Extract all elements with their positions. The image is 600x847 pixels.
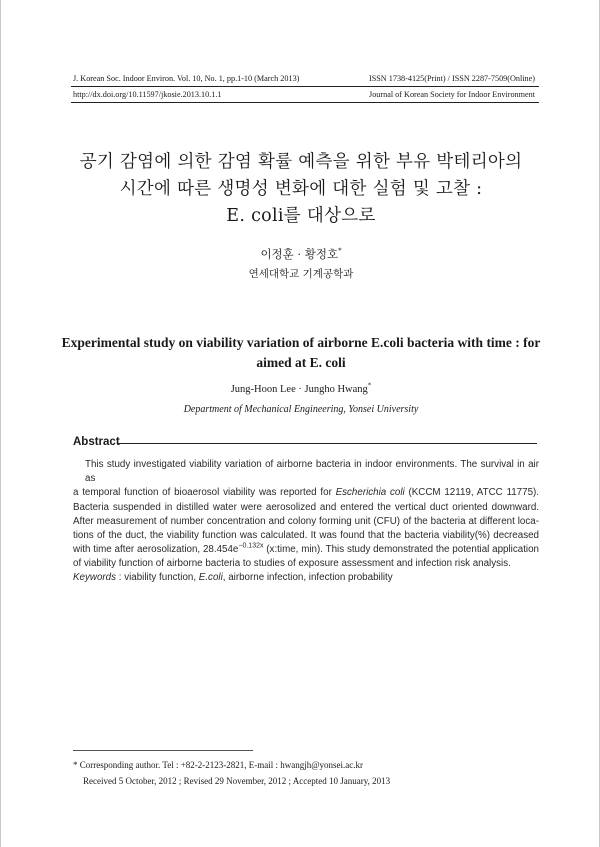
- abstract-line-2: [73, 486, 539, 500]
- korean-title-line-3: E. coli를 대상으로: [226, 206, 376, 226]
- journal-citation: J. Korean Soc. Indoor Environ. Vol. 10, No. 1, pp.1-10 (March 2013): [73, 74, 300, 83]
- keyword-1: viability function,: [124, 572, 199, 583]
- korean-title-line-1: 공기 감염에 의한 감염 확률 예측을 위한 부유 박테리아의: [79, 152, 523, 172]
- abstract-line-4: After measurement of number concentration and colony forming unit (CFU) of the bacteria at different loca-: [73, 515, 539, 527]
- english-affiliation: Department of Mechanical Engineering, Yonsei University: [183, 404, 419, 415]
- abstract-line-1: This study investigated viability variation of airborne bacteria in indoor environments. The survival in air as: [85, 459, 539, 485]
- footnote-rule: [73, 750, 253, 751]
- english-title-line-2: aimed at E. coli: [256, 355, 346, 370]
- keywords-sep: :: [116, 572, 125, 583]
- equation-exponent: −0.132x: [238, 542, 264, 550]
- header-rule-2: [71, 102, 539, 103]
- abstract-line-7: of viability function of airborne bacteria to studies of exposure assessment and infection risk analysis.: [73, 558, 511, 570]
- header-rule: [71, 86, 539, 87]
- abstract-heading: Abstract: [73, 436, 120, 448]
- abstract-line-2-end: (KCCM 12119, ATCC 11775).: [404, 487, 540, 499]
- keyword-2: E.coli: [198, 572, 223, 583]
- abstract-rule: [117, 443, 537, 444]
- english-author-names: Jung-Hoon Lee · Jungho Hwang: [230, 384, 368, 395]
- issn: ISSN 1738-4125(Print) / ISSN 2287-7509(Online): [368, 74, 535, 83]
- abstract-line-3: Bacteria suspended in distilled water were aerosolized and entered the vertical duct oriented downward.: [73, 501, 539, 513]
- korean-affiliation: 연세대학교 기계공학과: [248, 268, 354, 280]
- abstract-body: [73, 458, 539, 572]
- species-name: Escherichia coli: [335, 487, 405, 499]
- keyword-rest: , airborne infection, infection probability: [222, 572, 393, 583]
- doi-link[interactable]: http://dx.doi.org/10.11597/jkosie.2013.10.1.1: [73, 90, 222, 99]
- abstract-line-6: [73, 543, 539, 557]
- footnote-corresponding: * Corresponding author. Tel : +82-2-2123-2821, E-mail : hwangjh@yonsei.ac.kr: [73, 760, 364, 770]
- footnote-dates: Received 5 October, 2012 ; Revised 29 November, 2012 ; Accepted 10 January, 2013: [83, 776, 391, 786]
- abstract-line-6-start: with time after aerosolization, 28.454e: [73, 544, 239, 556]
- journal-name: Journal of Korean Society for Indoor Environment: [369, 90, 535, 99]
- korean-author-names: 이정훈 · 황정호: [260, 247, 339, 261]
- abstract-line-5: tions of the duct, the viability function was calculated. It was found that the bacteria viability(%) decreased: [73, 530, 539, 542]
- abstract-line-6-end: (x:time, min). This study demonstrated the potential application: [263, 544, 540, 556]
- korean-authors: [1, 246, 600, 262]
- english-author-mark: *: [367, 381, 372, 390]
- korean-author-mark: *: [338, 247, 342, 256]
- english-title-line-1: Experimental study on viability variation of airborne E.coli bacteria with time : for: [61, 335, 541, 350]
- english-authors: [1, 381, 600, 395]
- keywords-label: Keywords: [73, 572, 117, 583]
- abstract-line-2-start: a temporal function of bioaerosol viability was reported for: [73, 487, 336, 499]
- keywords: [73, 572, 393, 583]
- korean-title-line-2: 시간에 따른 생명성 변화에 대한 실험 및 고찰 :: [119, 179, 483, 199]
